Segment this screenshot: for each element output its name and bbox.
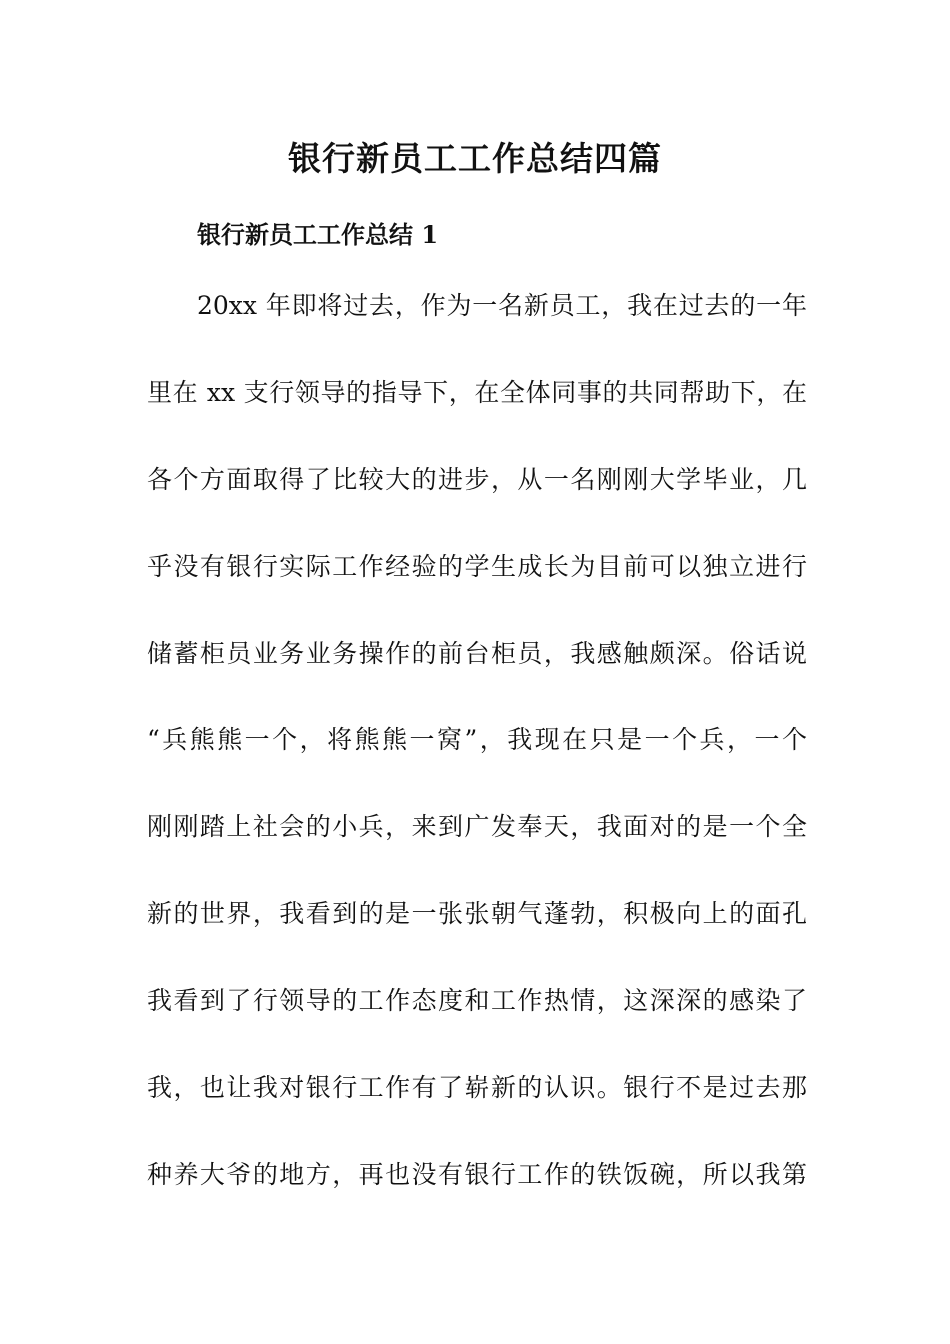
paragraph-line: 我看到了行领导的工作态度和工作热情，这深深的感染了	[147, 986, 807, 1015]
paragraph-line: 20xx 年即将过去，作为一名新员工，我在过去的一年	[197, 291, 807, 320]
document-title: 银行新员工工作总结四篇	[288, 139, 662, 178]
paragraph-line: 刚刚踏上社会的小兵，来到广发奉天，我面对的是一个全	[147, 812, 807, 841]
paragraph-line: 乎没有银行实际工作经验的学生成长为目前可以独立进行	[147, 552, 807, 581]
section-heading: 银行新员工工作总结 1	[197, 220, 439, 249]
paragraph-line: 储蓄柜员业务业务操作的前台柜员，我感触颇深。俗话说	[147, 639, 807, 668]
paragraph-line: 各个方面取得了比较大的进步，从一名刚刚大学毕业，几	[147, 465, 807, 494]
paragraph-line: “兵熊熊一个，将熊熊一窝”，我现在只是一个兵，一个	[147, 725, 807, 754]
paragraph-line: 种养大爷的地方，再也没有银行工作的铁饭碗，所以我第	[147, 1160, 807, 1189]
paragraph-line: 里在 xx 支行领导的指导下，在全体同事的共同帮助下，在	[147, 378, 807, 407]
paragraph-line: 我，也让我对银行工作有了崭新的认识。银行不是过去那	[147, 1073, 807, 1102]
paragraph-line: 新的世界，我看到的是一张张朝气蓬勃，积极向上的面孔	[147, 899, 807, 928]
